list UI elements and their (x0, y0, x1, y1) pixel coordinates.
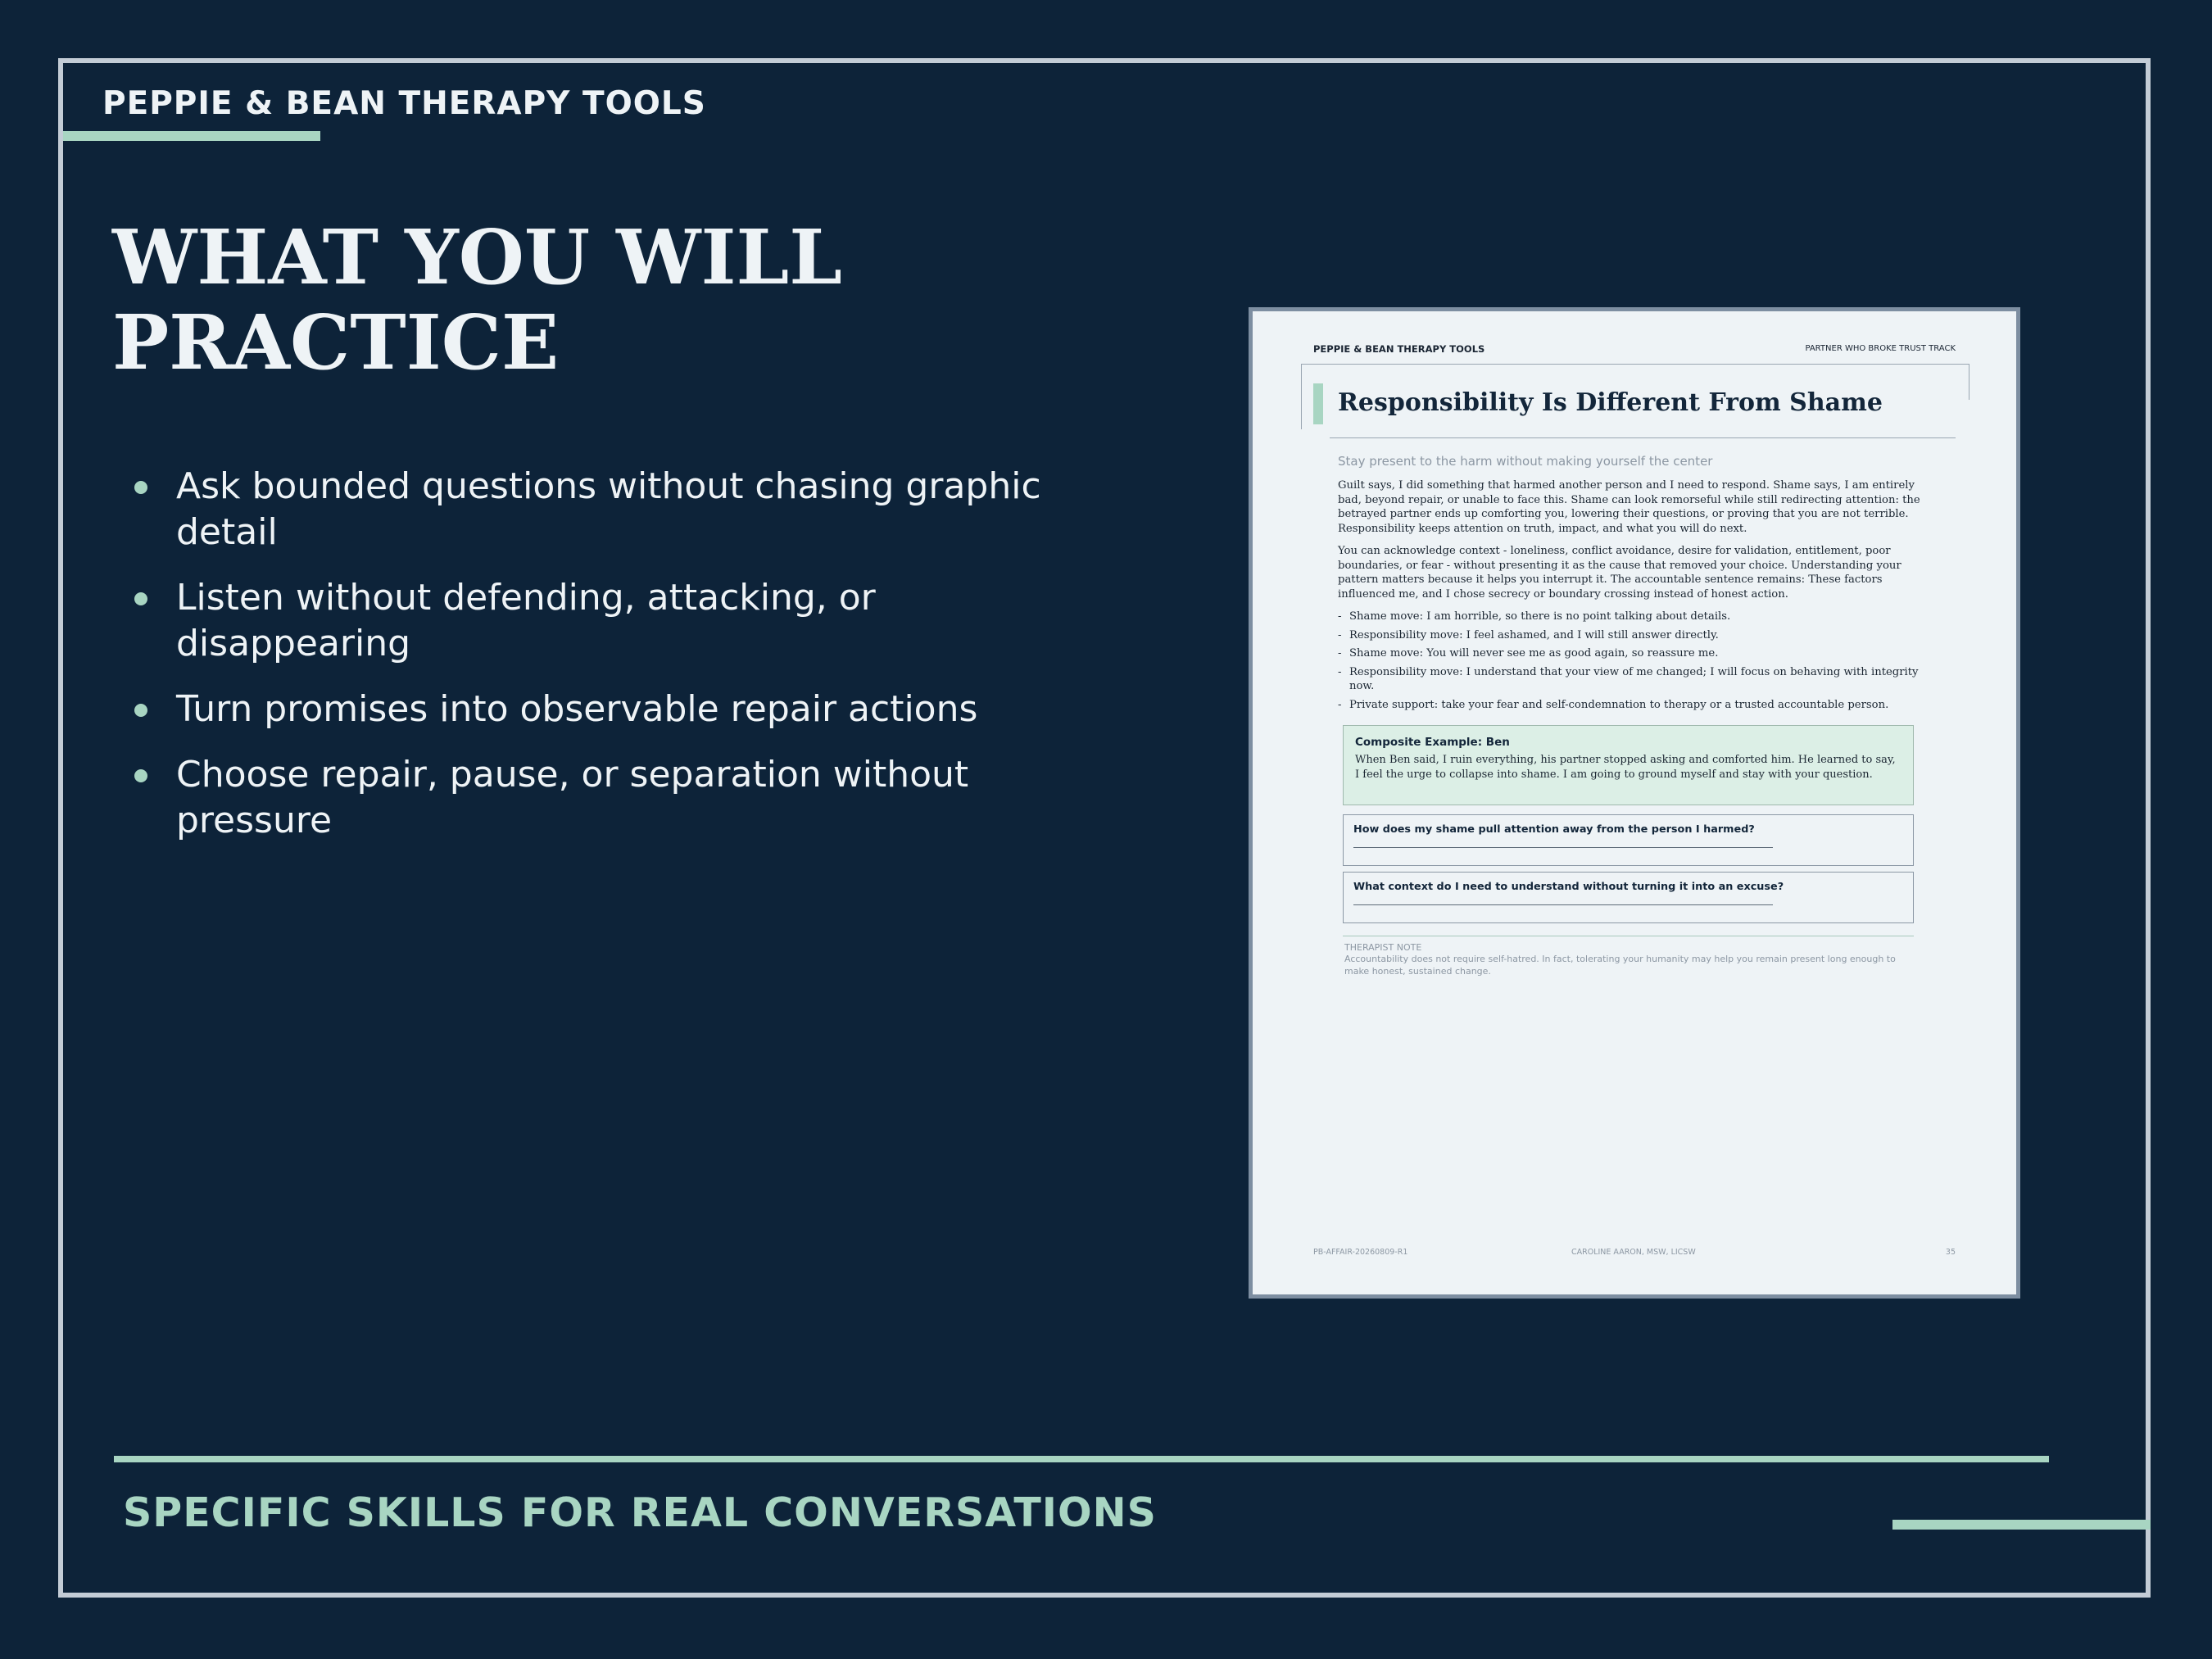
footer-rule (114, 1456, 2049, 1462)
reflection-question-box[interactable] (1343, 872, 1914, 923)
list-item: - Private support: take your fear and self-condemnation to therapy or a trusted accountable person. (1338, 698, 1889, 711)
page-paragraph: Guilt says, I did something that harmed another person and I need to respond. Shame says, I am entirely bad, beyond repair, or unable to face this. Shame can look remorseful while still redirecting attention: the betrayed partner ends up comforting you, lowering their questions, or proving that you are not terrible. Responsibility keeps attention on truth, impact, and what you will do next. (1338, 479, 1920, 535)
bullet-text: Listen without defending, attacking, or disappearing (176, 577, 876, 664)
therapist-note-label: THERAPIST NOTE (1344, 942, 1422, 953)
practice-bullet-list (131, 464, 1098, 863)
brand-accent-bar (63, 131, 320, 141)
slide-title (112, 215, 842, 385)
list-item: - Responsibility move: I feel ashamed, and I will still answer directly. (1338, 628, 1719, 641)
question-text: What context do I need to understand without turning it into an excuse? (1353, 881, 1784, 893)
list-item-text: Private support: take your fear and self-condemnation to therapy or a trusted accountable person. (1349, 698, 1889, 711)
brand-name: PEPPIE & BEAN THERAPY TOOLS (102, 85, 706, 122)
list-item-text: Responsibility move: I feel ashamed, and I will still answer directly. (1349, 628, 1719, 641)
list-item-text: Responsibility move: I understand that your view of me changed; I will focus on behaving with integrity now. (1349, 665, 1919, 692)
page-title-rule (1330, 437, 1956, 438)
page-title: Responsibility Is Different From Shame (1338, 388, 1883, 417)
bullet-dot-icon (134, 769, 147, 782)
bullet-dot-icon (134, 592, 147, 605)
page-footer-code: PB-AFFAIR-20260809-R1 (1313, 1248, 1408, 1257)
corner-accent-bar (1892, 1520, 2151, 1530)
example-text: When Ben said, I ruin everything, his partner stopped asking and comforted him. He learned to say, I feel the urge to collapse into shame. I am going to ground myself and stay with your question. (1355, 754, 1896, 781)
reflection-question-box[interactable] (1343, 814, 1914, 866)
slide-title-line-1: WHAT YOU WILL (112, 213, 842, 301)
bullet-dot-icon (134, 704, 147, 717)
page-title-accent (1313, 383, 1323, 424)
composite-example-box (1343, 725, 1914, 805)
bullet-text: Choose repair, pause, or separation without pressure (176, 754, 969, 841)
bullet-item (131, 575, 1098, 667)
bullet-item (131, 752, 1098, 844)
answer-line[interactable] (1353, 904, 1773, 905)
worksheet-page-preview (1249, 307, 2020, 1299)
therapist-note-text: Accountability does not require self-hatred. In fact, tolerating your humanity may help you remain present long enough to make honest, sustained change. (1344, 954, 1896, 977)
answer-line[interactable] (1353, 847, 1773, 848)
list-item-text: Shame move: I am horrible, so there is no point talking about details. (1349, 610, 1731, 623)
list-item: - Shame move: You will never see me as good again, so reassure me. (1338, 647, 1719, 660)
example-title: Composite Example: Ben (1355, 736, 1510, 749)
page-header-brand: PEPPIE & BEAN THERAPY TOOLS (1313, 343, 1485, 355)
page-subtitle: Stay present to the harm without making yourself the center (1338, 454, 1713, 469)
bullet-text: Turn promises into observable repair actions (176, 688, 978, 730)
list-item: - Shame move: I am horrible, so there is no point talking about details. (1338, 610, 1731, 623)
bullet-item (131, 464, 1098, 555)
page-header-rule (1301, 364, 1969, 365)
page-header-track: PARTNER WHO BROKE TRUST TRACK (1805, 344, 1956, 353)
page-move-list (1338, 610, 1928, 712)
question-text: How does my shame pull attention away from the person I harmed? (1353, 823, 1755, 836)
slide-title-line-2: PRACTICE (112, 298, 560, 387)
bullet-dot-icon (134, 481, 147, 494)
page-number: 35 (1945, 1248, 1956, 1257)
page-paragraph: You can acknowledge context - loneliness, conflict avoidance, desire for validation, entitlement, poor boundaries, or fear - without presenting it as the cause that removed your choice. Understanding your pattern matters because it helps you interrupt it. The accountable sentence remains: These factors influenced me, and I chose secrecy or boundary crossing instead of honest action. (1338, 545, 1902, 601)
slide-footer: SPECIFIC SKILLS FOR REAL CONVERSATIONS (123, 1489, 1157, 1536)
page-header-rule-left (1301, 364, 1302, 429)
bullet-text: Ask bounded questions without chasing graphic detail (176, 465, 1041, 553)
bullet-item (131, 687, 1098, 732)
page-footer-author: CAROLINE AARON, MSW, LICSW (1571, 1248, 1696, 1257)
list-item: - Responsibility move: I understand that your view of me changed; I will focus on behaving with integrity now. (1338, 665, 1919, 692)
list-item-text: Shame move: You will never see me as good again, so reassure me. (1349, 647, 1719, 660)
page-body (1338, 478, 1928, 716)
